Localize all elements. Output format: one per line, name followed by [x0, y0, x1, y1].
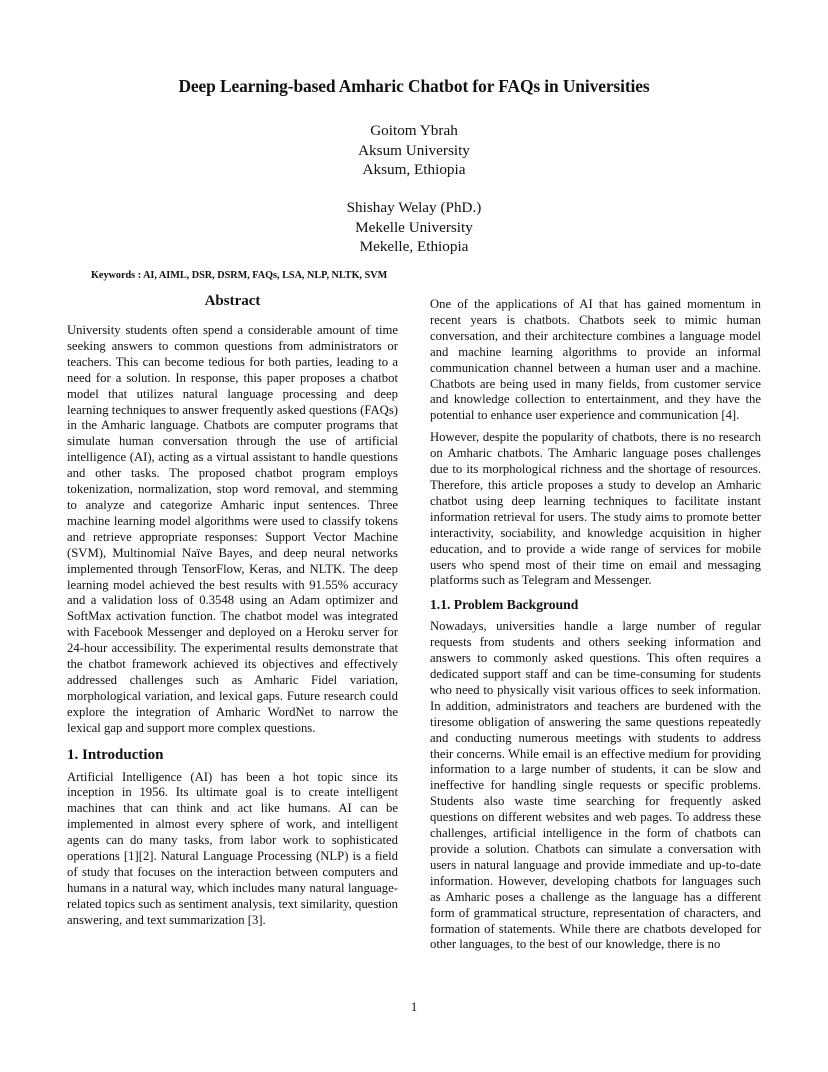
author-location: Aksum, Ethiopia	[362, 161, 466, 178]
left-column	[67, 292, 398, 929]
abstract-heading: Abstract	[204, 293, 261, 309]
chatbots-paragraph: One of the applications of AI that has gained momentum in recent years is chatbots. Chatbots seek to mimic human conversation, and their architecture combines a language model and machine learning algorithms to provide an informal communication channel between a human user and a machine. Chatbots are being used in many fields, from customer service and knowledge collection to entertainment, and they have the potential to enhance user experience and communication [4].	[430, 297, 761, 423]
author-block-2	[0, 198, 828, 257]
author-affiliation: Aksum University	[358, 141, 470, 159]
right-column	[430, 297, 761, 953]
author-block-1	[0, 121, 828, 180]
problem-background-paragraph: Nowadays, universities handle a large number of regular requests from students and others seeking information and answers to commonly asked questions. This often requires a dedicated support staff and can be time-consuming for students who need to physically visit various offices to seek information. In addition, administrators and teachers are burdened with the tiresome obligation of answering the same questions repeatedly and conducting numerous meetings with students to address their concerns. While email is an effective medium for providing information to a large number of students, it can be slow and ineffective for handling single requests or specific problems. Students also waste time searching for frequently asked questions on different websites and web pages. To address these challenges, artificial intelligence in the form of chatbots can provide a solution. Chatbots can simulate a conversation with users in natural language and provide immediate and up-to-date information. However, developing chatbots for languages such as Amharic poses a challenge as the language has a different form of grammatical structure, representation of characters, and formation of statements. While there are chatbots developed for other languages, to the best of our knowledge, there is no	[430, 619, 761, 952]
abstract-text: University students often spend a considerable amount of time seeking answers to common questions from administrators or teachers. This can become tedious for both parties, leading to a need for a solution. In response, this paper proposes a chatbot model that utilizes natural language processing and deep learning techniques to answer frequently asked questions (FAQs) in the Amharic language. Chatbots are computer programs that simulate human conversation through the use of artificial intelligence (AI), acting as a virtual assistant to handle questions and other tasks. The proposed chatbot program employs tokenization, normalization, stop word removal, and stemming to analyze and categorize Amharic input sentences. Three machine learning model algorithms were used to classify tokens and retrieve appropriate responses: Support Vector Machine (SVM), Multinomial Naïve Bayes, and deep neural networks implemented through TensorFlow, Keras, and NLTK. The deep learning model achieved the best results with 91.55% accuracy and a validation loss of 0.3548 using an Adam optimizer and SoftMax activation function. The chatbot model was integrated with Facebook Messenger and deployed on a Heroku server for 24-hour accessibility. The experimental results demonstrate that the chatbot framework achieved its objectives and effectively addressed challenges such as Amharic Fidel variation, morphological variation, and lexical gaps. Future research could explore the integration of Amharic WordNet to narrow the lexical gap and support more complex questions.	[67, 323, 398, 735]
author-affiliation: Mekelle University	[355, 218, 473, 236]
problem-background-heading: 1.1. Problem Background	[430, 597, 579, 613]
introduction-heading: 1. Introduction	[67, 746, 164, 763]
amharic-paragraph: However, despite the popularity of chatbots, there is no research on Amharic chatbots. The Amharic language poses challenges due to its morphological richness and the shortage of resources. Therefore, this article proposes a study to develop an Amharic chatbot using deep learning techniques to facilitate instant information retrieval for users. The study aims to promote better interactivity, sociability, and knowledge acquisition in higher education, and to provide a wide range of services for mobile users who spend most of their time on email and messaging platforms such as Telegram and Messenger.	[430, 430, 761, 588]
page-number: 1	[410, 1000, 418, 1014]
paper-title: Deep Learning-based Amharic Chatbot for FAQs in Universities	[178, 76, 650, 96]
author-name: Shishay Welay (PhD.)	[346, 199, 482, 216]
keywords: Keywords : AI, AIML, DSR, DSRM, FAQs, LSA, NLP, NLTK, SVM	[91, 270, 388, 281]
introduction-paragraph: Artificial Intelligence (AI) has been a hot topic since its inception in 1956. Its ultimate goal is to create intelligent machines that can think and act like humans. AI can be implemented in almost every sphere of work, and intelligent agents can do many tasks, from labor work to sophisticated operations [1][2]. Natural Language Processing (NLP) is a field of study that focuses on the interaction between computers and humans in a natural way, which includes many natural language-related topics such as sentiment analysis, text similarity, question answering, and text summarization [3].	[67, 769, 398, 927]
author-name: Goitom Ybrah	[370, 122, 458, 139]
author-location: Mekelle, Ethiopia	[359, 238, 469, 255]
